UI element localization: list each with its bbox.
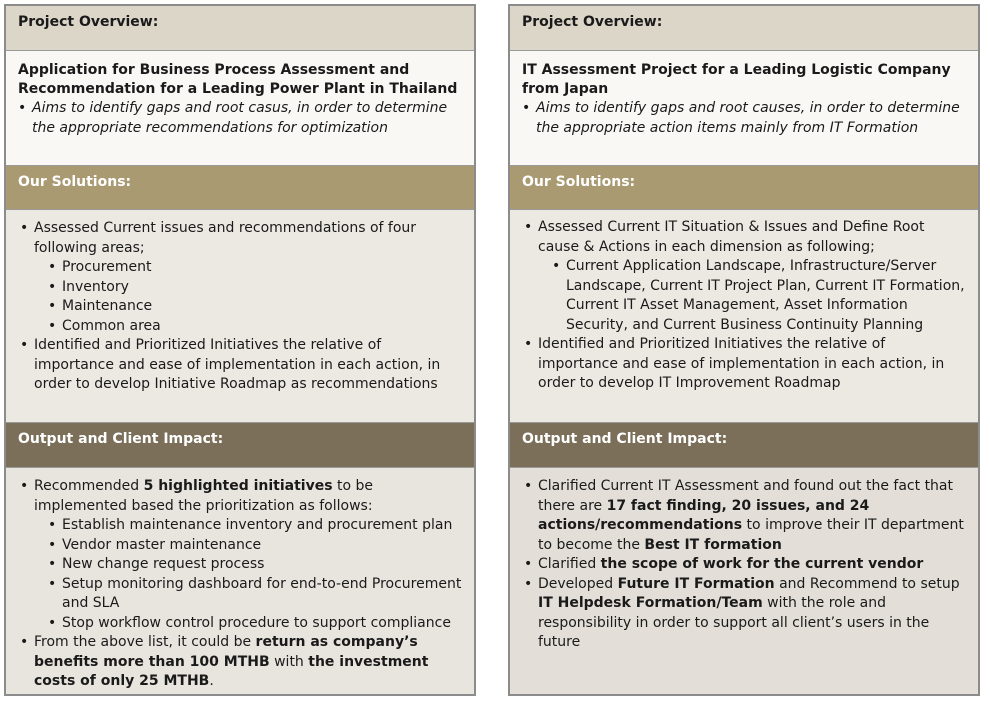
initiative-item: • Setup monitoring dashboard for end-to-end Procurement and SLA [18,575,464,614]
our-solutions-header: Our Solutions: [6,165,474,210]
project-overview-body [6,51,474,165]
solution-bullet: • Assessed Current issues and recommendations of four following areas; [18,219,464,258]
initiative-item: • Establish maintenance inventory and procurement plan [18,516,464,536]
project-card-right [508,4,980,696]
initiative-item: • Vendor master maintenance [18,536,464,556]
area-item: • Common area [18,317,464,337]
client-impact-header: Output and Client Impact: [510,422,978,468]
project-overview-header: Project Overview: [6,6,474,51]
client-impact-body [6,468,474,696]
client-impact-body [510,468,978,696]
impact-bullet: • From the above list, it could be return as company’s benefits more than 100 MTHB with the investment costs of only 25 MTHB. [18,633,464,692]
initiative-item: • Stop workflow control procedure to support compliance [18,614,464,634]
project-title: IT Assessment Project for a Leading Logistic Company from Japan [522,62,951,97]
dimension-item: • Current Application Landscape, Infrastructure/Server Landscape, Current IT Project Plan, Current IT Formation, Current IT Asset Management, Asset Information Security, and Current Business Continuity Planning [522,257,968,335]
project-description: • Aims to identify gaps and root causes, in order to determine the appropriate action items mainly from IT Formation [522,99,968,138]
area-item: • Inventory [18,278,464,298]
our-solutions-header: Our Solutions: [510,165,978,210]
area-item: • Maintenance [18,297,464,317]
area-item: • Procurement [18,258,464,278]
initiative-item: • New change request process [18,555,464,575]
client-impact-header: Output and Client Impact: [6,422,474,468]
solution-bullet: • Identified and Prioritized Initiatives the relative of importance and ease of implementation in each action, in order to develop IT Improvement Roadmap [522,335,968,394]
project-description: • Aims to identify gaps and root casus, in order to determine the appropriate recommendations for optimization [18,99,464,138]
our-solutions-body [510,210,978,422]
impact-bullet: • Clarified the scope of work for the current vendor [522,555,968,575]
project-overview-body [510,51,978,165]
impact-bullet: • Clarified Current IT Assessment and found out the fact that there are 17 fact finding, 20 issues, and 24 actions/recommendations to improve their IT department to become the Best IT formation [522,477,968,555]
project-overview-header: Project Overview: [510,6,978,51]
project-title: Application for Business Process Assessment and Recommendation for a Leading Power Plant in Thailand [18,62,458,97]
solution-bullet: • Identified and Prioritized Initiatives the relative of importance and ease of implementation in each action, in order to develop Initiative Roadmap as recommendations [18,336,464,395]
our-solutions-body [6,210,474,422]
project-card-left [4,4,476,696]
impact-bullet: • Recommended 5 highlighted initiatives to be implemented based the prioritization as follows: [18,477,464,516]
impact-bullet: • Developed Future IT Formation and Recommend to setup IT Helpdesk Formation/Team with the role and responsibility in order to support all client’s users in the future [522,575,968,653]
solution-bullet: • Assessed Current IT Situation & Issues and Define Root cause & Actions in each dimension as following; [522,218,968,257]
